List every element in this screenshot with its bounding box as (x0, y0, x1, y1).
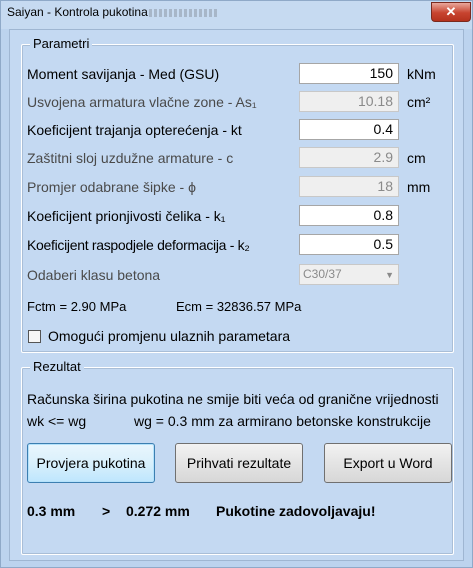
params-group (21, 36, 454, 353)
blurred-title-text (149, 9, 219, 17)
wg-value: 0.3 mm (27, 503, 76, 519)
cover-input[interactable]: 2.9 (299, 147, 399, 168)
concrete-class-value: C30/37 (303, 267, 342, 281)
result-rule-text: Računska širina pukotina ne smije biti veća od granične vrijednosti (27, 391, 439, 407)
kt-input[interactable]: 0.4 (299, 119, 399, 140)
close-button[interactable]: ✕ (431, 2, 471, 22)
kt-label: Koeficijent trajanja opterećenja - kt (27, 122, 242, 138)
k2-input[interactable]: 0.5 (299, 234, 399, 255)
cover-label: Zaštitni sloj uzdužne armature - c (27, 150, 234, 166)
fctm-value: Fctm = 2.90 MPa (27, 299, 127, 314)
ecm-value: Ecm = 32836.57 MPa (176, 299, 302, 314)
wk-value: 0.272 mm (126, 503, 190, 519)
concrete-class-label: Odaberi klasu betona (27, 267, 161, 283)
result-group-title: Rezultat (30, 359, 84, 374)
concrete-class-select[interactable] (299, 264, 399, 285)
k1-label: Koeficijent prionjivosti čelika - k₁ (27, 208, 226, 224)
export-word-button[interactable]: Export u Word (324, 443, 452, 483)
enable-edit-checkbox[interactable] (28, 330, 41, 343)
comparison-operator: > (102, 503, 111, 519)
reinforcement-unit: cm² (407, 94, 431, 110)
enable-edit-label: Omogući promjenu ulaznih parametara (48, 328, 291, 344)
result-verdict: Pukotine zadovoljavaju! (216, 503, 376, 519)
chevron-down-icon: ▼ (385, 270, 394, 280)
k1-input[interactable]: 0.8 (299, 205, 399, 226)
check-cracks-button[interactable]: Provjera pukotina (27, 443, 155, 483)
reinforcement-label: Usvojena armatura vlačne zone - As₁ (27, 94, 257, 110)
reinforcement-input[interactable]: 10.18 (299, 91, 399, 112)
result-limit-text: wg = 0.3 mm za armirano betonske konstrukcije (134, 413, 431, 429)
k2-label: Koeficijent raspodjele deformacija - k₂ (27, 237, 250, 253)
params-group-title: Parametri (30, 36, 92, 51)
result-group (21, 359, 454, 555)
bar-diameter-label: Promjer odabrane šipke - ϕ (27, 179, 196, 195)
accept-results-button[interactable]: Prihvati rezultate (175, 443, 303, 483)
window-title: Saiyan - Kontrola pukotina (7, 5, 148, 19)
cover-unit: cm (407, 150, 426, 166)
moment-label: Moment savijanja - Med (GSU) (27, 66, 220, 82)
result-condition-text: wk <= wg (27, 413, 87, 429)
moment-unit: kNm (407, 66, 436, 82)
window-client-area (9, 29, 464, 561)
bar-diameter-unit: mm (407, 179, 431, 195)
moment-input[interactable]: 150 (299, 63, 399, 84)
title-bar (1, 1, 472, 29)
bar-diameter-input[interactable]: 18 (299, 176, 399, 197)
